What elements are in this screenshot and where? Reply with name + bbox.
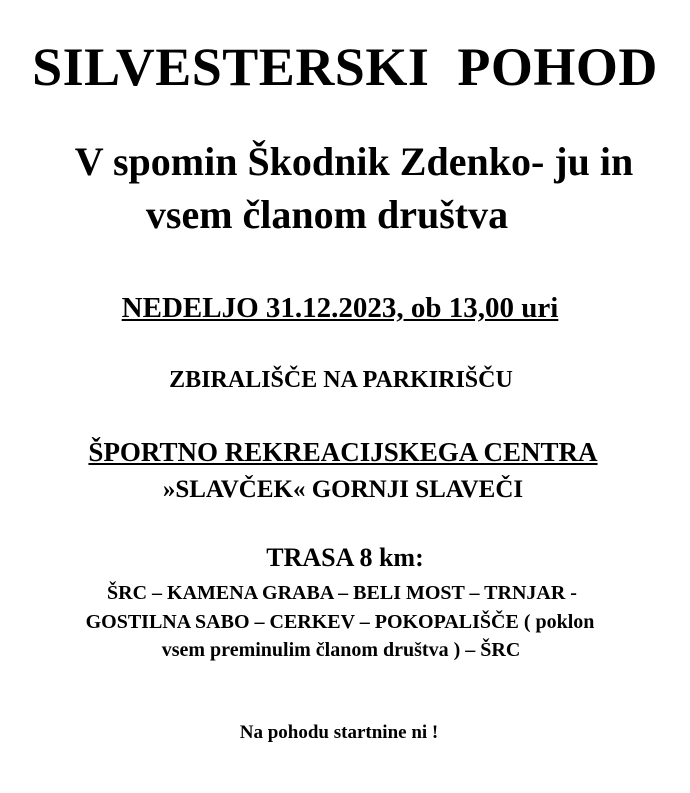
route-line-1: ŠRC – KAMENA GRABA – BELI MOST – TRNJAR - bbox=[107, 582, 577, 604]
sports-center-line-2: »SLAVČEK« GORNJI SLAVEČI bbox=[162, 476, 524, 503]
event-title: SILVESTERSKI POHOD bbox=[32, 37, 658, 97]
memorial-line-1: V spomin Škodnik Zdenko- ju in bbox=[74, 139, 634, 184]
route-title: TRASA 8 km: bbox=[266, 543, 424, 572]
event-date-time: NEDELJO 31.12.2023, ob 13,00 uri bbox=[121, 292, 559, 324]
memorial-line-2: vsem članom društva bbox=[145, 192, 509, 237]
sports-center-line-1: ŠPORTNO REKREACIJSKEGA CENTRA bbox=[88, 437, 598, 467]
route-line-3: vsem preminulim članom društva ) – ŠRC bbox=[161, 639, 521, 661]
meeting-point: ZBIRALIŠČE NA PARKIRIŠČU bbox=[169, 367, 513, 393]
route-line-2: GOSTILNA SABO – CERKEV – POKOPALIŠČE ( poklon bbox=[85, 611, 595, 633]
entry-fee-note: Na pohodu startnine ni ! bbox=[239, 722, 439, 743]
